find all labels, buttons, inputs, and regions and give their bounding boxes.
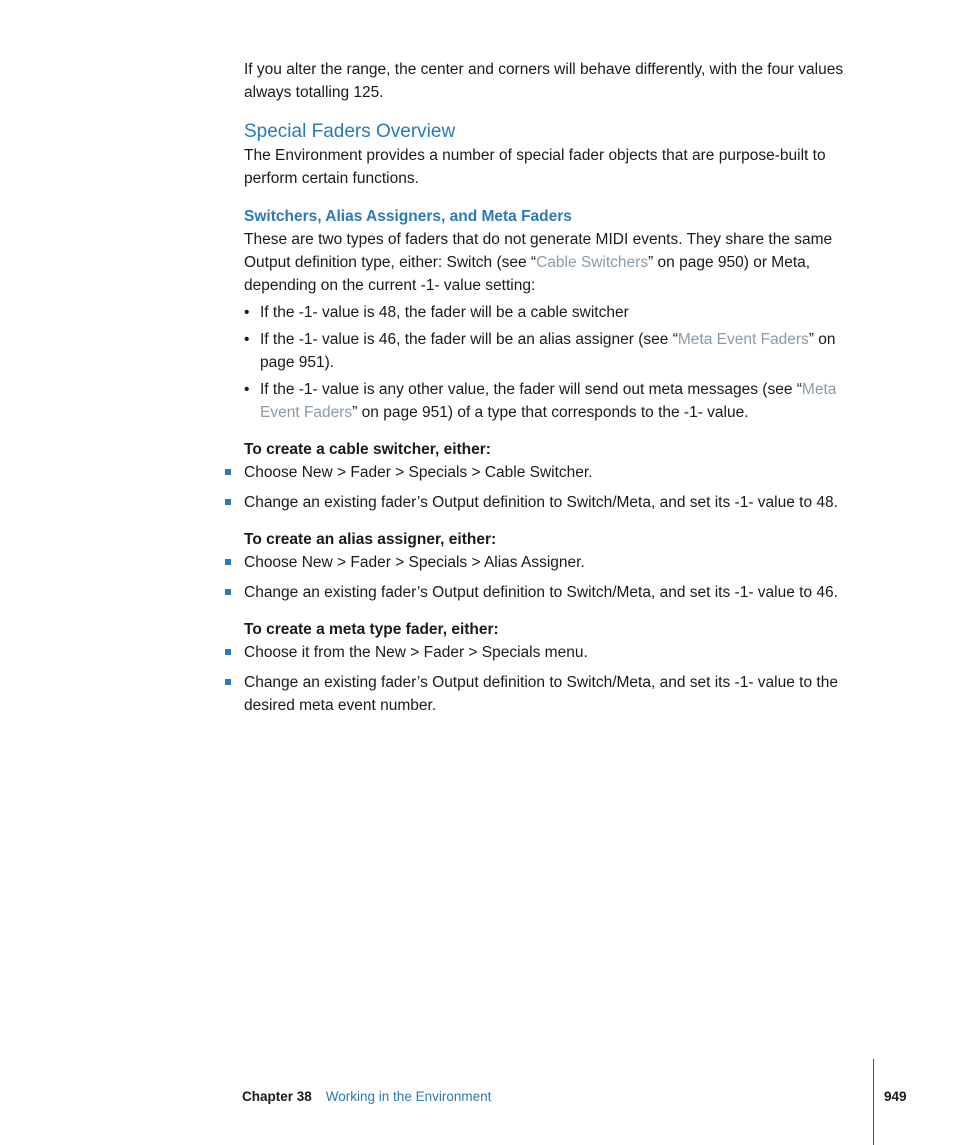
subsection-paragraph [244,228,874,297]
task-step [244,581,874,604]
bullet-text: If the -1- value is 48, the fader will be a cable switcher [260,304,629,321]
value-bullet-list [244,301,874,424]
subsection-heading: Switchers, Alias Assigners, and Meta Faders [244,208,572,225]
meta-event-faders-link[interactable]: Meta Event Faders [260,381,837,421]
page-footer [242,1088,491,1106]
bullet-item [244,301,874,324]
bullet-text-a: If the -1- value is 46, the fader will be an alias assigner (see “ [260,331,678,348]
bullet-dot: • [244,304,250,321]
cable-switchers-link[interactable]: Cable Switchers [536,254,649,271]
bullet-dot: • [244,331,250,348]
task-step-text: Change an existing fader’s Output definition to Switch/Meta, and set its -1- value to 48. [244,494,838,511]
intro-paragraph: If you alter the range, the center and corners will behave differently, with the four values always totalling 125. [244,61,844,101]
square-bullet-icon [225,649,231,655]
section-heading: Special Faders Overview [244,121,456,142]
task-steps [244,461,874,514]
task-step [244,491,874,514]
bullet-text-a: If the -1- value is any other value, the fader will send out meta messages (see “ [260,381,802,398]
square-bullet-icon [225,589,231,595]
subsection-text-a: These are two types of faders that do not generate MIDI events. They share the same Output definition type, either: Switch (see “ [244,231,833,271]
section-body: The Environment provides a number of special fader objects that are purpose-built to perform certain functions. [244,147,826,187]
page-content [244,58,874,724]
task-step [244,671,874,717]
task-step [244,641,874,664]
subsection-text-b: ” on page 950) or Meta, depending on the current -1- value setting: [244,254,811,294]
task-title-cable-switcher: To create a cable switcher, either: [244,441,491,458]
bullet-item [244,328,874,374]
bullet-item [244,378,874,424]
task-title-alias-assigner: To create an alias assigner, either: [244,531,497,548]
meta-event-faders-link[interactable]: Meta Event Faders [677,331,809,348]
bullet-text-b: ” on page 951) of a type that corresponds to the -1- value. [352,404,749,421]
square-bullet-icon [225,469,231,475]
square-bullet-icon [225,679,231,685]
chapter-label: Chapter 38 [242,1089,312,1104]
task-steps [244,641,874,717]
task-steps [244,551,874,604]
task-step [244,551,874,574]
page-number: 949 [884,1089,907,1104]
task-step-text: Choose it from the New > Fader > Specials menu. [244,644,588,661]
square-bullet-icon [225,499,231,505]
task-step-text: Change an existing fader’s Output definition to Switch/Meta, and set its -1- value to 46. [244,584,838,601]
task-title-meta-fader: To create a meta type fader, either: [244,621,499,638]
bullet-text-b: ” on page 951). [260,331,836,371]
task-step-text: Choose New > Fader > Specials > Alias Assigner. [244,554,585,571]
task-step-text: Choose New > Fader > Specials > Cable Switcher. [244,464,593,481]
task-step-text: Change an existing fader’s Output definition to Switch/Meta, and set its -1- value to the desired meta event number. [244,674,838,714]
square-bullet-icon [225,559,231,565]
bullet-dot: • [244,381,250,398]
task-step [244,461,874,484]
footer-divider [873,1059,874,1145]
chapter-title-link[interactable]: Working in the Environment [325,1089,492,1104]
